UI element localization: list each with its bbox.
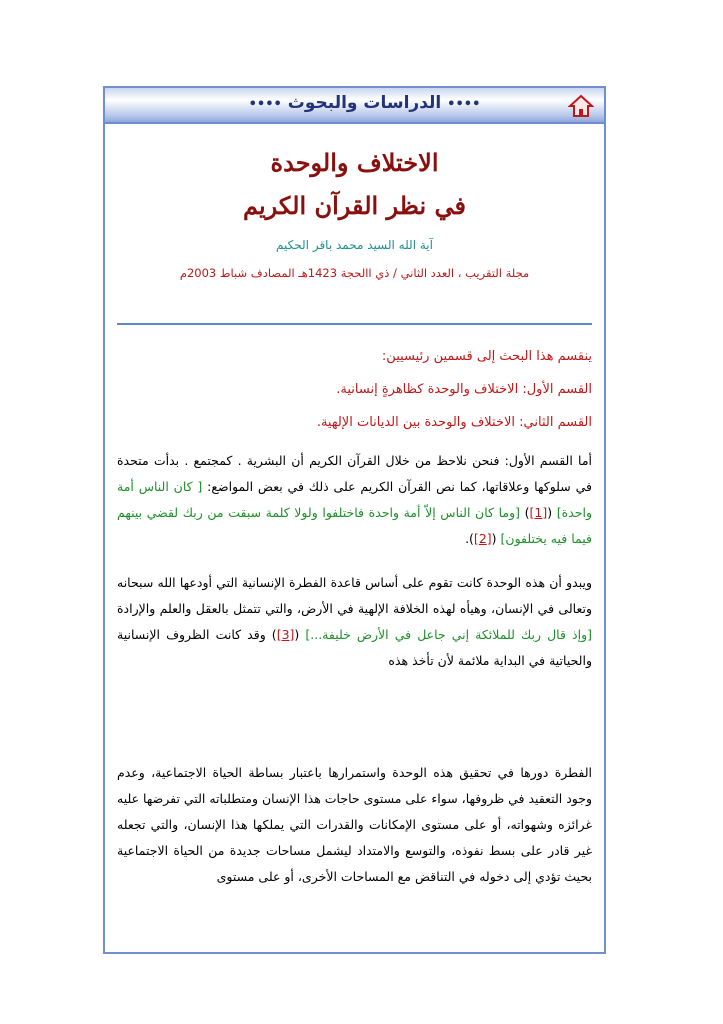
banner-dots-right: •••• (447, 97, 481, 112)
section-intro: ينقسم هذا البحث إلى قسمين رئيسيين: (381, 349, 592, 364)
section-banner (105, 88, 604, 124)
paragraph-2: ويبدو أن هذه الوحدة كانت تقوم على أساس قاعدة الفطرة الإنسانية التي أودعها الله سبحانه وتعالى في الإنسان، وهيأه لهذه الخلافة الإلهية في الأرض، والتي تتمثل بالعقل والعلم والإرادة [وإذ قال ربك للملائكة إني جاعل في الأرض خليفة...] ([3]) وقد كانت الظروف الإنسانية والحياتية في البداية ملائمة لأن تأخذ هذه (117, 575, 592, 668)
paragraph-1-end: ). (465, 531, 474, 546)
banner-title (165, 93, 564, 113)
article-title-line2: في نظر القرآن الكريم (243, 191, 466, 220)
page-frame (103, 86, 606, 954)
footnote-link-2[interactable]: [2] (473, 531, 492, 546)
divider (117, 323, 592, 325)
banner-dots-left: •••• (248, 97, 282, 112)
article-source: مجلة التقريب ، العدد الثاني / ذي االحجة 1423هـ المصادف شباط 2003م (179, 266, 530, 280)
quran-quote-2: [وما كان الناس إلاّ أمة واحدة فاختلفوا ولولا كلمة سبقت من ربك لقضي بينهم فيما فيه يختلفون] (117, 505, 592, 546)
paragraph-3: الفطرة دورها في تحقيق هذه الوحدة واستمرارها باعتبار بساطة الحياة الاجتماعية، وعدم وجود التعقيد في ظروفها، سواء على مستوى حاجات هذا الإنسان ومتطلباته التي تفرضها عليه غرائزه وشهواته، أو على مستوى الإمكانات والقدرات التي يملكها هذا الإنسان، والتي تجعله غير قادر على بسط نفوذه، والتوسع والامتداد ليشمل مساحات جديدة من الحياة الاجتماعية بحيث تؤدي إلى دخوله في التناقض مع المساحات الأخرى، أو على مستوى (117, 765, 592, 884)
section-part2: القسم الثاني: الاختلاف والوحدة بين الديانات الإلهية. (316, 415, 592, 430)
section-part1: القسم الأول: الاختلاف والوحدة كظاهرةٍ إنسانية. (336, 382, 592, 397)
quran-quote-1: [ كان الناس أمة واحدة] (117, 479, 592, 520)
footnote-link-3[interactable]: [3] (276, 627, 295, 642)
home-icon[interactable] (568, 93, 594, 119)
footnote-link-1[interactable]: [1] (529, 505, 548, 520)
quran-quote-3: [وإذ قال ربك للملائكة إني جاعل في الأرض خليفة...] (305, 627, 592, 642)
page-gap (117, 674, 592, 742)
article-author: آية الله السيد محمد باقر الحكيم (276, 238, 433, 252)
article-content (105, 126, 604, 890)
paragraph-2-text: ويبدو أن هذه الوحدة كانت تقوم على أساس قاعدة الفطرة الإنسانية التي أودعها الله سبحانه وتعالى في الإنسان، وهيأه لهذه الخلافة الإلهية في الأرض، والتي تتمثل بالعقل والعلم والإرادة (117, 575, 592, 616)
paragraph-1: أما القسم الأول: فنحن نلاحظ من خلال القرآن الكريم أن البشرية . كمجتمع . بدأت متحدة في سلوكها وعلاقاتها، كما نص القرآن الكريم على ذلك في بعض المواضع: [ كان الناس أمة واحدة] ([1]) [وما كان الناس إلاّ أمة واحدة فاختلفوا ولولا كلمة سبقت من ربك لقضي بينهم فيما فيه يختلفون] ([2]). (117, 453, 592, 546)
article-title-line1: الاختلاف والوحدة (270, 148, 439, 177)
banner-title-text: الدراسات والبحوث (287, 93, 442, 113)
paragraph-1-text: أما القسم الأول: فنحن نلاحظ من خلال القرآن الكريم أن البشرية . كمجتمع . بدأت متحدة في سلوكها وعلاقاتها، كما نص القرآن الكريم على ذلك في بعض المواضع: (117, 453, 592, 494)
paragraph-2-end: ) وقد كانت الظروف الإنسانية والحياتية في البداية ملائمة لأن تأخذ هذه (117, 627, 592, 668)
